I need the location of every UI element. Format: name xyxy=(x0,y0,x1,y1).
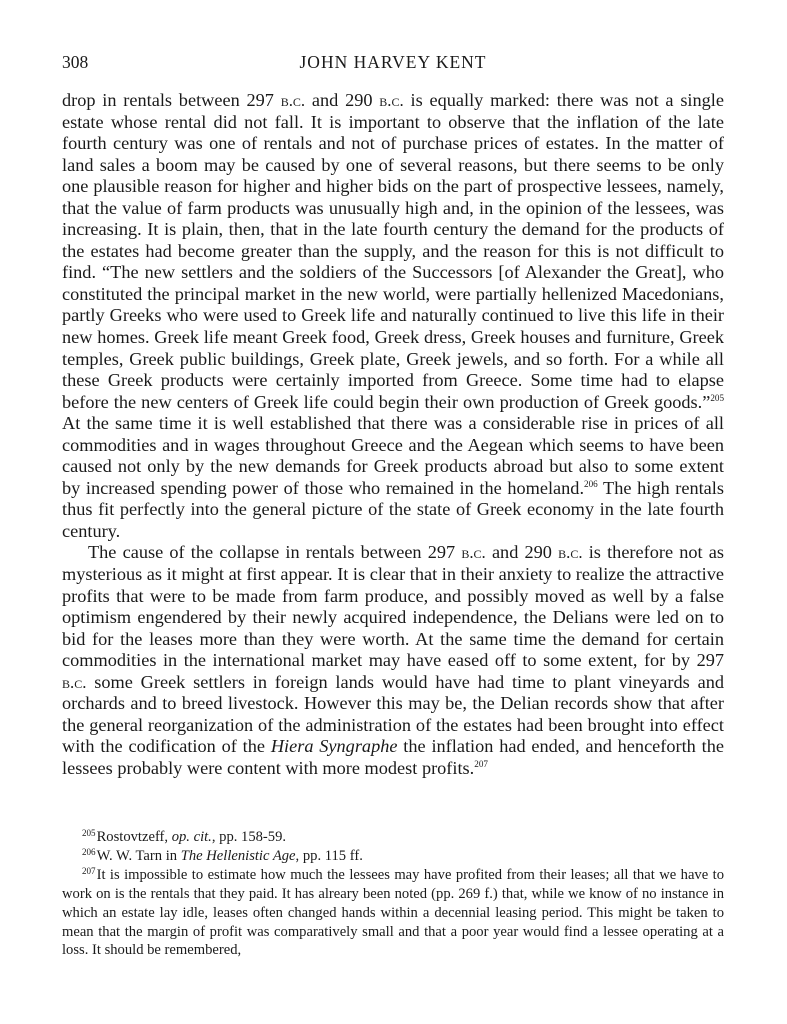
citation-italic: op. cit. xyxy=(171,829,212,845)
era-abbreviation: b.c. xyxy=(461,543,486,563)
era-abbreviation: b.c. xyxy=(379,91,404,110)
footnotes xyxy=(62,828,724,960)
text-run: the inflation had ended, and henceforth the lessees probably were content with more modest profits. xyxy=(62,736,724,778)
page-header xyxy=(62,52,724,74)
text-run: and 290 xyxy=(305,90,380,110)
footnote-number: 207 xyxy=(82,865,96,876)
era-abbreviation: b.c. xyxy=(62,672,87,692)
text-run: and 290 xyxy=(485,542,559,563)
era-abbreviation: b.c. xyxy=(280,91,306,110)
footnote-205 xyxy=(62,828,724,847)
text-run: At the same time it is well established that there was a considerable rise in prices of all commodities and in wages throughout Greece and the Aegean which seems to have been caused not only by the new demands for Greek products abroad but also to some extent by increased spending power of those who remained in the homeland. xyxy=(62,413,724,498)
text-run: drop in rentals between 297 xyxy=(62,90,281,110)
text-run: is therefore not as mysterious as it might at first appear. It is clear that in their anxiety to realize the attractive profits that were to be made from farm produce, and possibly moved as well by a false optimism engendered by their newly acquired independence, the Delians were led on to bid for the leases more than they were worth. At the same time the demand for certain commodities in the international market may have eased off to some extent, for by 297 xyxy=(62,542,725,671)
footnote-207 xyxy=(62,866,724,961)
footnote-ref-205[interactable]: 205 xyxy=(710,392,724,403)
text-run: , pp. 158-59. xyxy=(211,829,287,845)
footnote-ref-207[interactable]: 207 xyxy=(474,759,488,770)
work-title: Hiera Syngraphe xyxy=(270,736,398,757)
text-run: It is impossible to estimate how much the lessees may have profited from their leases; all that we have to work on is the rentals that they paid. It has alreary been noted (pp. 269 f.) that, while we know of no instance in which an estate lay idle, leases often changed hands within a decennial leasing period. This might be taken to mean that the margin of profit was comparatively small and that a poor year would find a lessee operating at a loss. It should be remembered, xyxy=(62,866,724,959)
text-run: Rostovtzeff, xyxy=(96,829,172,845)
footnote-206 xyxy=(62,847,724,866)
text-run: is equally marked: there was not a single estate whose rental did not fall. It is important to observe that the inflation of the late fourth century was one of rentals and not of purchase prices of estates. In the matter of land sales a boom may be caused by one of several reasons, but there seems to be only one plausible reason for higher and higher bids on the part of prospective lessees, namely, that the value of farm products was unusually high and, in the opinion of the lessees, was increasing. It is plain, then, that in the late fourth century the demand for the products of the estates had become greater than the supply, and the reason for this is not difficult to find. “The new settlers and the soldiers of the Successors [of Alexander the Great], who constituted the principal market in the new world, were partially hellenized Macedonians, partly Greeks who were used to Greek life and naturally continued to live this life in their new homes. Greek life meant Greek food, Greek dress, Greek houses and furniture, Greek temples, Greek public buildings, Greek plate, Greek jewels, and so forth. For a while all these Greek products were certainly imported from Greece. Some time had to elapse before the new centers of Greek life could begin their own production of Greek goods.” xyxy=(62,90,724,412)
page-number: 308 xyxy=(62,52,89,72)
footnote-number: 206 xyxy=(82,846,96,857)
citation-italic: The Hellenistic Age xyxy=(180,847,296,864)
text-run: , pp. 115 ff. xyxy=(295,847,363,864)
footnote-number: 205 xyxy=(82,828,96,839)
body-text xyxy=(62,90,724,780)
paragraph-2 xyxy=(62,542,724,779)
text-run: The cause of the collapse in rentals between 297 xyxy=(88,542,462,563)
era-abbreviation: b.c. xyxy=(558,543,583,563)
text-run: W. W. Tarn in xyxy=(96,847,181,864)
text-run: The high rentals thus fit perfectly into the general picture of the state of Greek economy in the late fourth century. xyxy=(62,477,724,541)
running-title: JOHN HARVEY KENT xyxy=(299,52,487,72)
text-run: some Greek settlers in foreign lands would have had time to plant vineyards and orchards and to breed livestock. However this may be, the Delian records show that after the general reorganization of the administration of the estates had been brought into effect with the codification of the xyxy=(62,671,724,757)
footnote-ref-206[interactable]: 206 xyxy=(584,478,598,489)
paragraph-1 xyxy=(62,90,724,542)
